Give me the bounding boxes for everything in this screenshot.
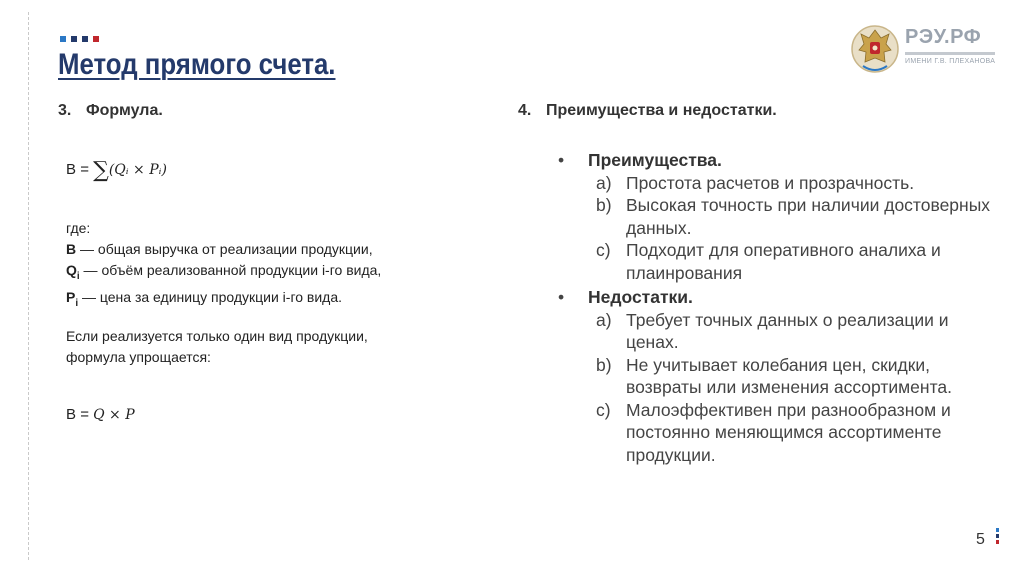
definition-subscript: i xyxy=(75,297,79,309)
slide-title: Метод прямого счета. xyxy=(58,48,336,81)
section-heading-text: Преимущества и недостатки. xyxy=(546,102,777,119)
formula-equals: = xyxy=(80,161,89,178)
item-text: Требует точных данных о реализации и ценах. xyxy=(626,309,949,352)
item-text: Подходит для оперативного аналиха и плаинрования xyxy=(626,240,941,283)
definition-symbol: P xyxy=(66,288,76,305)
item-marker: a) xyxy=(596,309,612,330)
bullet-icon: • xyxy=(558,287,565,307)
section-heading-pros-cons xyxy=(518,102,777,120)
vertical-guide-line xyxy=(28,12,29,560)
formula-lhs: В xyxy=(66,161,77,178)
definition-text: — объём реализованной продукции i-го вида, xyxy=(79,262,382,278)
formula-lhs: В xyxy=(66,406,77,423)
definition-symbol: Q xyxy=(66,262,77,278)
definition-symbol: В xyxy=(66,241,77,257)
page-accent-bar xyxy=(996,528,999,546)
item-marker: c) xyxy=(596,399,611,420)
formula-expression: Q × P xyxy=(93,407,135,423)
definition-b xyxy=(66,239,396,260)
simplified-formula xyxy=(66,406,135,423)
item-text: Малоэффективен при разнообразном и постоянно меняющимся ассортименте продукции. xyxy=(626,399,951,465)
formula-explanation xyxy=(66,218,396,368)
disadvantages-group xyxy=(558,286,998,466)
list-item xyxy=(588,354,998,399)
section-heading-text: Формула. xyxy=(86,102,163,119)
group-title: Преимущества. xyxy=(588,150,722,170)
accent-square xyxy=(71,36,77,42)
accent-segment xyxy=(996,528,999,532)
coat-of-arms-emblem-icon xyxy=(851,22,899,76)
definition-text: — общая выручка от реализации продукции, xyxy=(76,241,373,257)
accent-square xyxy=(60,36,66,42)
accent-square xyxy=(93,36,99,42)
accent-square xyxy=(82,36,88,42)
summation-symbol: ∑ xyxy=(93,158,109,183)
list-item xyxy=(588,399,998,467)
university-logo xyxy=(851,22,1001,78)
list-item xyxy=(588,194,998,239)
list-item xyxy=(588,172,998,195)
bullet-icon: • xyxy=(558,150,565,170)
accent-squares xyxy=(60,36,99,42)
revenue-formula xyxy=(66,158,167,183)
definition-p xyxy=(66,287,396,314)
logo-fine-print xyxy=(905,52,995,55)
section-number: 3. xyxy=(58,102,72,119)
definition-subscript: i xyxy=(76,270,80,282)
item-marker: c) xyxy=(596,240,611,260)
formula-expression: (Qᵢ × Pᵢ) xyxy=(108,162,167,178)
logo-name: РЭУ.РФ xyxy=(905,26,982,48)
section-number: 4. xyxy=(518,102,532,119)
item-text: Не учитывает колебания цен, скидки, возвраты или изменения ассортимента. xyxy=(626,354,952,397)
where-label: где: xyxy=(66,220,91,236)
formula-equals: = xyxy=(80,406,89,423)
item-text: Простота расчетов и прозрачность. xyxy=(626,172,915,193)
list-item xyxy=(588,239,998,284)
advantages-group xyxy=(558,149,998,284)
pros-cons-list xyxy=(558,147,998,466)
group-title: Недостатки. xyxy=(588,287,693,307)
definition-q xyxy=(66,260,396,287)
accent-segment xyxy=(996,534,999,538)
single-product-note: Если реализуется только один вид продукции, формула упрощается: xyxy=(66,327,368,365)
item-marker: b) xyxy=(596,195,612,215)
item-marker: b) xyxy=(596,354,612,375)
definition-text: — цена за единицу продукции i-го вида. xyxy=(78,288,343,305)
logo-subtitle: ИМЕНИ Г.В. ПЛЕХАНОВА xyxy=(905,58,996,65)
accent-segment xyxy=(996,540,999,544)
item-text: Высокая точность при наличии достоверных данных. xyxy=(626,195,991,238)
item-marker: a) xyxy=(596,172,612,193)
list-item xyxy=(588,309,998,354)
page-number: 5 xyxy=(976,531,985,548)
section-heading-formula xyxy=(58,102,163,120)
